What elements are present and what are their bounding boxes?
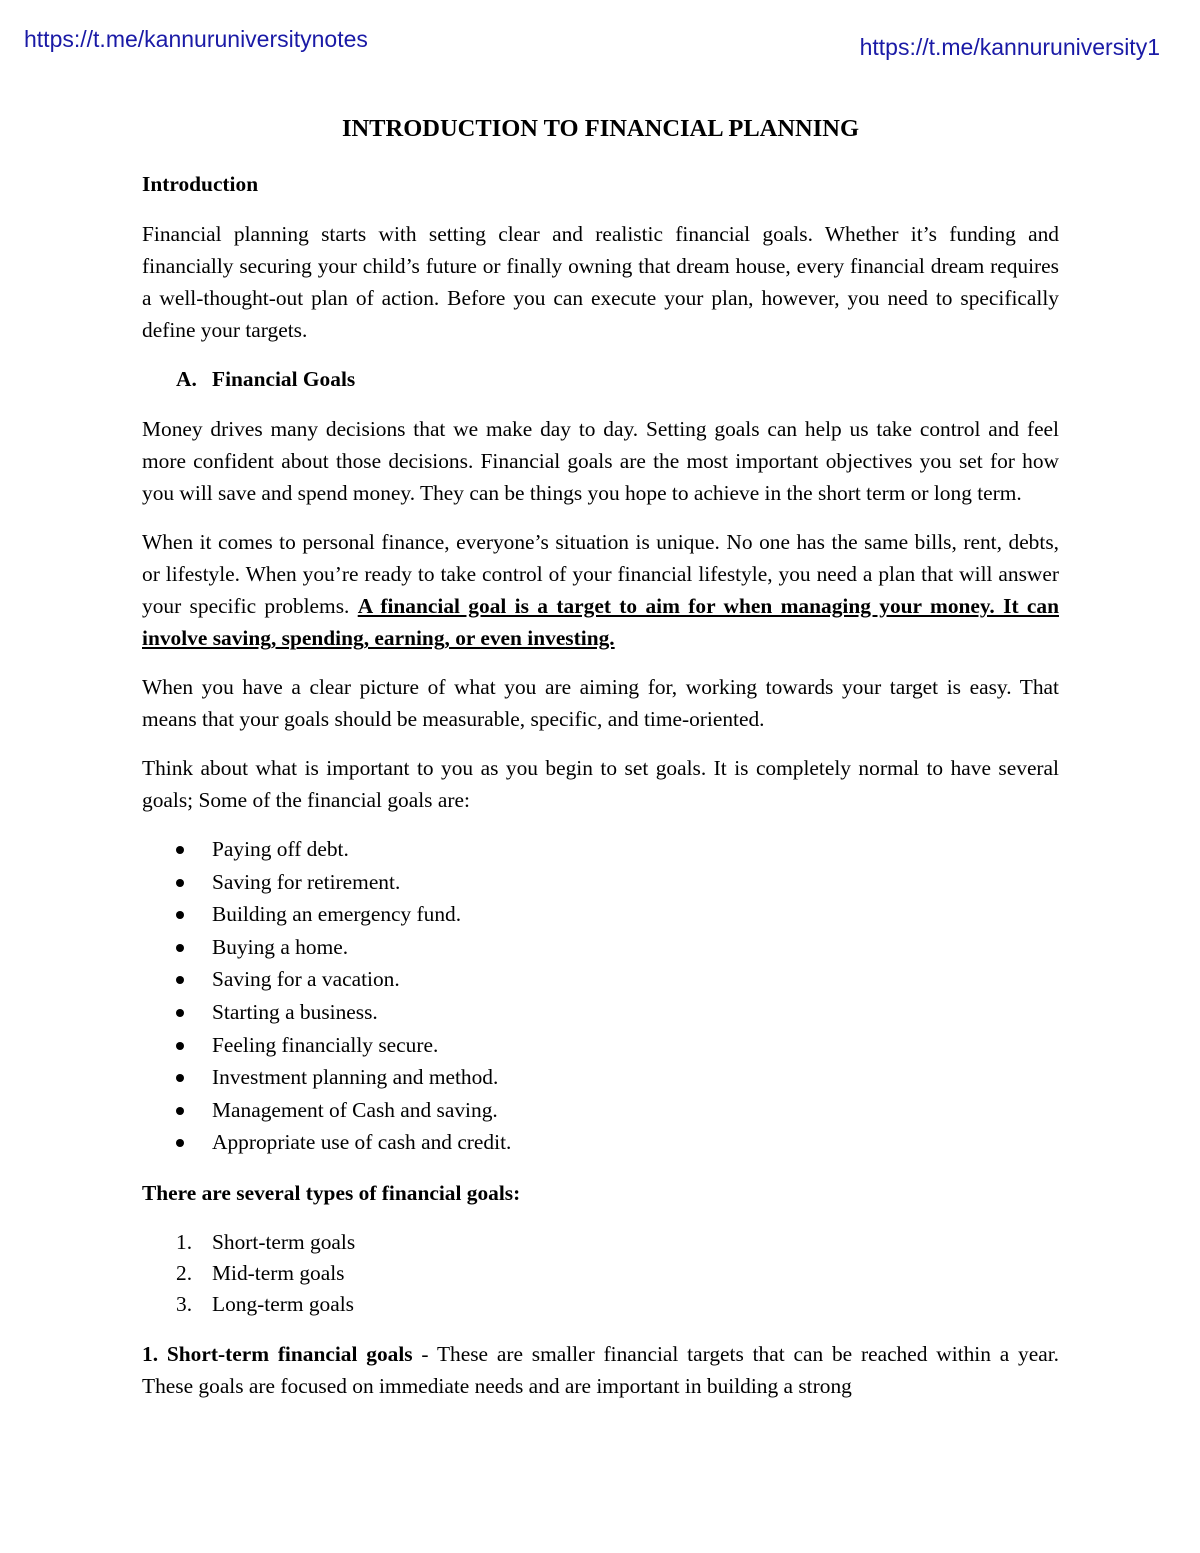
bullet-icon xyxy=(176,976,184,984)
list-item-label: Investment planning and method. xyxy=(212,1065,499,1090)
goals-paragraph-1: Money drives many decisions that we make day to day. Setting goals can help us take control and feel more confident about those decisions. Financial goals are the most important objectives you set for how you will save and spend money. They can be things you hope to achieve in the short term or long term. xyxy=(142,417,1059,505)
bullet-icon xyxy=(176,1042,184,1050)
goals-paragraph-4: Think about what is important to you as you begin to set goals. It is completely normal to have several goals; Some of the financial goals are: xyxy=(142,756,1059,812)
bullet-icon xyxy=(176,1107,184,1115)
list-item xyxy=(142,1126,1059,1159)
bullet-icon xyxy=(176,1009,184,1017)
bullet-icon xyxy=(176,846,184,854)
goal-definition-emphasis: A financial goal is a target to aim for when managing your money. It can involve saving, spending, earning, or even investing. xyxy=(142,594,1059,650)
list-item-label: Starting a business. xyxy=(212,999,378,1024)
list-item-label: Mid-term goals xyxy=(212,1260,345,1285)
list-item xyxy=(142,833,1059,866)
section-a-marker: A. xyxy=(176,367,197,391)
bullet-icon xyxy=(176,944,184,952)
list-item xyxy=(142,931,1059,964)
list-item xyxy=(142,1029,1059,1062)
document-body xyxy=(142,112,1059,1419)
bullet-icon xyxy=(176,879,184,887)
list-item xyxy=(142,866,1059,899)
list-item-label: Building an emergency fund. xyxy=(212,902,462,927)
types-heading: There are several types of financial goals: xyxy=(142,1180,521,1205)
list-item xyxy=(142,898,1059,931)
goal-types-list xyxy=(142,1227,1059,1320)
bullet-icon xyxy=(176,1074,184,1082)
bullet-icon xyxy=(176,1139,184,1147)
financial-goals-list xyxy=(142,833,1059,1159)
list-item-label: Saving for a vacation. xyxy=(212,967,400,992)
list-item-label: Appropriate use of cash and credit. xyxy=(212,1130,512,1155)
section-a-heading xyxy=(176,363,1059,395)
list-number: 1. xyxy=(176,1229,193,1254)
list-item xyxy=(142,1094,1059,1127)
list-item-label: Short-term goals xyxy=(212,1229,356,1254)
goals-paragraph-3: When you have a clear picture of what you are aiming for, working towards your target is easy. That means that your goals should be measurable, specific, and time-oriented. xyxy=(142,675,1059,731)
list-item xyxy=(142,1227,1059,1258)
list-item-label: Feeling financially secure. xyxy=(212,1032,439,1057)
short-term-paragraph xyxy=(142,1338,1059,1402)
list-item xyxy=(142,1289,1059,1320)
list-item xyxy=(142,1258,1059,1289)
list-item-label: Paying off debt. xyxy=(212,837,349,861)
list-item-label: Saving for retirement. xyxy=(212,869,401,894)
list-item xyxy=(142,963,1059,996)
list-number: 2. xyxy=(176,1260,193,1285)
header-link-notes[interactable]: https://t.me/kannuruniversitynotes xyxy=(24,26,368,52)
intro-paragraph: Financial planning starts with setting clear and realistic financial goals. Whether it’s funding and financially securing your child’s future or finally owning that dream house, every financial dream requires a well-thought-out plan of action. Before you can execute your plan, however, you need to specifically define your targets. xyxy=(142,222,1059,342)
short-term-text: - These are smaller financial targets that can be reached within a year. These goals are focused on immediate needs and are important in building a strong xyxy=(142,1341,1059,1398)
list-number: 3. xyxy=(176,1291,193,1316)
goals-paragraph-2 xyxy=(142,526,1059,654)
intro-heading: Introduction xyxy=(142,172,259,196)
list-item-label: Long-term goals xyxy=(212,1291,354,1316)
bullet-icon xyxy=(176,911,184,919)
list-item xyxy=(142,1061,1059,1094)
goals-paragraph-2-text: When it comes to personal finance, everyone’s situation is unique. No one has the same bills, rent, debts, or lifestyle. When you’re ready to take control of your financial lifestyle, you need a plan that will answer your specific problems. xyxy=(142,530,1059,618)
list-item-label: Buying a home. xyxy=(212,934,349,959)
list-item xyxy=(142,996,1059,1029)
list-item-label: Management of Cash and saving. xyxy=(212,1097,498,1122)
section-a-title: Financial Goals xyxy=(212,367,356,391)
header-link-university[interactable]: https://t.me/kannuruniversity1 xyxy=(859,34,1160,60)
page-title: INTRODUCTION TO FINANCIAL PLANNING xyxy=(341,115,860,142)
short-term-heading: 1. Short-term financial goals xyxy=(142,1341,413,1366)
